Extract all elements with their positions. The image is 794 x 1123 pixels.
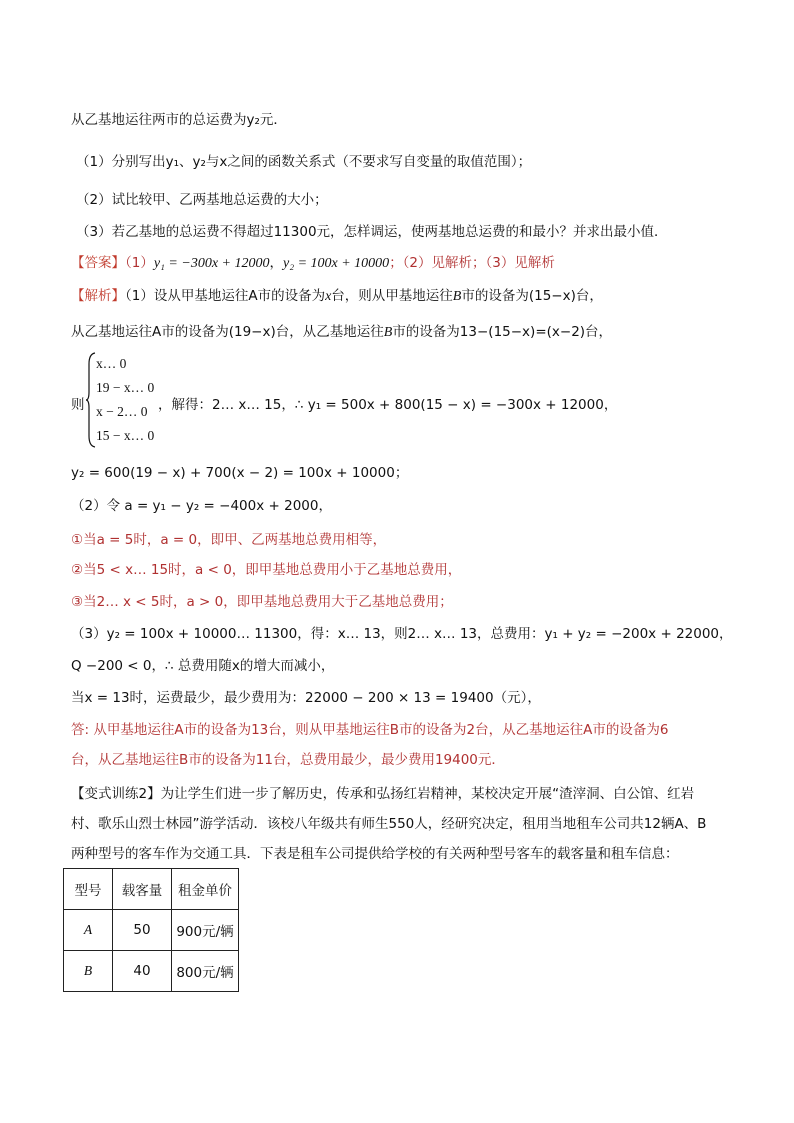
system-row: 15 − x… 0 (96, 428, 155, 443)
table-cell: 40 (113, 951, 172, 992)
variant-line-1: 【变式训练2】为让学生们进一步了解历史，传承和弘扬红岩精神，某校决定开展“渣滓洞、白公馆、红岩 (71, 786, 695, 802)
y2-line: y₂ = 600(19 − x) + 700(x − 2) = 100x + 10000； (71, 465, 409, 481)
analysis-text: 从乙基地运往A市的设备为(19−x)台，从乙基地运往 (71, 324, 384, 340)
analysis-text: 台，则从甲基地运往 (331, 288, 453, 304)
table-cell: 800元/辆 (172, 951, 239, 992)
case-3: ③当2… x < 5时，a > 0，即甲基地总费用大于乙基地总费用； (71, 594, 453, 610)
table-cell: A (64, 910, 113, 951)
min-cost-line: 当x = 13时，运费最少，最少费用为：22000 − 200 × 13 = 19400（元）， (71, 690, 541, 706)
var-x: x (325, 289, 332, 304)
analysis-text: 市的设备为(15−x)台， (461, 288, 603, 304)
case-1: ①当a = 5时，a = 0，即甲、乙两基地总费用相等， (71, 532, 387, 548)
table-header-row (64, 869, 239, 910)
table-cell: 900元/辆 (172, 910, 239, 951)
analysis-text: 市的设备为13−(15−x)=(x−2)台， (392, 324, 613, 340)
var-b: B (452, 289, 462, 304)
final-answer-2: 台，从乙基地运往B市的设备为11台，总费用最少，最少费用19400元． (71, 752, 505, 768)
final-answer-1: 答: 从甲基地运往A市的设备为13台，则从甲基地运往B市的设备为2台，从乙基地运往A市的设备为6 (71, 722, 669, 738)
table-header: 租金单价 (172, 869, 239, 910)
answer-line (71, 251, 555, 272)
answer-formula-1: y₁ = −300x + 12000 (153, 256, 270, 271)
table-row (64, 910, 239, 951)
analysis-tag: 【解析】 (71, 288, 125, 304)
analysis-text: （1）设从甲基地运往A市的设备为 (125, 288, 326, 304)
table-header: 载客量 (113, 869, 172, 910)
answer-sep: ， (269, 255, 283, 271)
part-3-line: （3）y₂ = 100x + 10000… 11300，得：x… 13，则2… x… 13，总费用：y₁ + y₂ = −200x + 22000， (71, 626, 733, 642)
system-row: 19 − x… 0 (96, 380, 155, 395)
answer-formula-2: y₂ = 100x + 10000 (282, 256, 390, 271)
analysis-line-1 (71, 284, 603, 305)
variant-line-3: 两种型号的客车作为交通工具．下表是租车公司提供给学校的有关两种型号客车的载客量和租车信息： (71, 846, 679, 862)
case-2: ②当5 < x… 15时，a < 0，即甲基地总费用小于乙基地总费用， (71, 562, 462, 578)
table-cell: 50 (113, 910, 172, 951)
table-row (64, 951, 239, 992)
var-b: B (383, 325, 393, 340)
table-header: 型号 (64, 869, 113, 910)
answer-part: （1） (125, 255, 154, 271)
question-3: （3）若乙基地的总运费不得超过11300元，怎样调运，使两基地总运费的和最小？并求出最小值． (76, 224, 668, 240)
system-row: x − 2… 0 (96, 404, 148, 419)
answer-tag: 【答案】 (71, 255, 125, 271)
analysis-line-2 (71, 320, 612, 341)
answer-rest: ；（2）见解析；（3）见解析 (389, 255, 555, 271)
question-2: （2）试比较甲、乙两基地总运费的大小； (76, 192, 328, 208)
decrease-line: Q −200 < 0，∴ 总费用随x的增大而减小， (71, 658, 335, 674)
system-row: x… 0 (96, 356, 127, 371)
question-1: （1）分别写出y₁、y₂与x之间的函数关系式（不要求写自变量的取值范围）； (76, 154, 532, 170)
intro-line: 从乙基地运往两市的总运费为y₂元． (71, 112, 287, 128)
solve-line: ，解得：2… x… 15，∴ y₁ = 500x + 800(15 − x) = −300x + 12000， (158, 397, 618, 413)
system-brace (86, 352, 96, 448)
table-cell: B (64, 951, 113, 992)
bus-table (63, 868, 239, 992)
part-2-line: （2）令 a = y₁ − y₂ = −400x + 2000， (71, 498, 332, 514)
variant-line-2: 村、歌乐山烈士林园”游学活动．该校八年级共有师生550人，经研究决定，租用当地租车公司共12辆A、B (71, 816, 707, 832)
ze-label: 则 (71, 397, 85, 413)
